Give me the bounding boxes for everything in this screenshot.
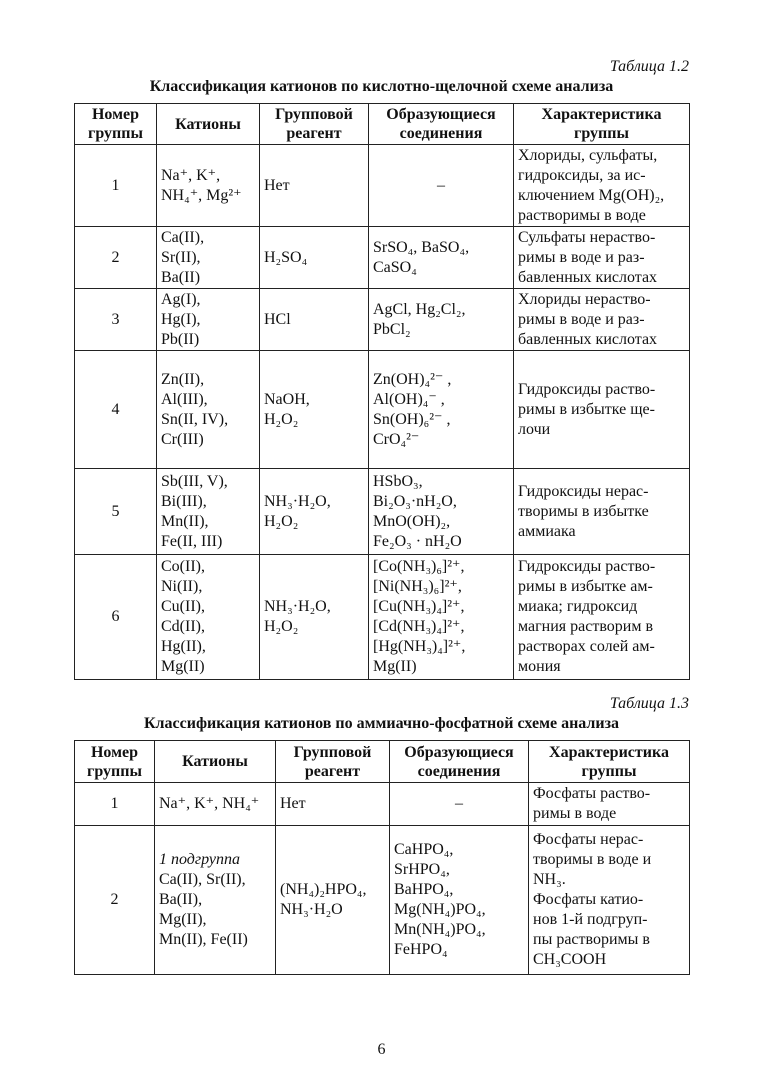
compound-line: [Ni(NH₃)₆]²⁺, — [373, 578, 462, 595]
characteristic-cell — [514, 555, 690, 680]
reagent-line: (NH₄)₂HPO₄, — [280, 881, 367, 898]
characteristic-line: Фосфаты катио- — [533, 891, 644, 908]
header-compounds: Образующиеся соединения — [390, 741, 529, 783]
group-number-cell — [75, 826, 155, 975]
characteristic-line: римы в воде и раз- — [518, 310, 645, 328]
header-group-number: Номер группы — [75, 741, 155, 783]
header-group-reagent: Групповой реагент — [260, 104, 369, 145]
header-group-number: Номер группы — [75, 104, 157, 145]
cations-cell — [157, 555, 260, 680]
table-title-1: Классификация катионов по кислотно-щелочной схеме анализа — [149, 78, 614, 95]
cation-line: Hg(II), — [161, 638, 206, 655]
characteristic-line: Фосфаты нерас- — [533, 831, 644, 848]
compound-line: BaHPO₄, — [394, 881, 454, 898]
compounds-cell — [390, 826, 529, 975]
reagent-cell — [260, 351, 369, 469]
compound-line: [Hg(NH₃)₄]²⁺, — [373, 638, 466, 655]
characteristic-line: пы растворимы в — [533, 931, 650, 948]
reagent-cell — [276, 826, 390, 975]
compounds-cell — [369, 351, 514, 469]
reagent-line: HCl — [264, 310, 291, 328]
group-number-cell — [75, 227, 157, 289]
cation-line: Cr(III) — [161, 430, 204, 448]
compounds-cell — [369, 469, 514, 555]
reagent-line: NH₃·H₂O, — [264, 492, 331, 510]
cation-line: Ca(II), Sr(II), — [159, 871, 246, 888]
compounds-cell — [369, 145, 514, 227]
group-number: 6 — [111, 608, 120, 625]
compound-line: Sn(OH)₆²⁻ , — [373, 410, 451, 428]
compound-line: HSbO₃, — [373, 472, 423, 490]
characteristic-line: мония — [518, 658, 561, 675]
characteristic-line: римы в избытке ам- — [518, 578, 653, 595]
compound-line: SrHPO₄, — [394, 861, 450, 878]
characteristic-line: Гидроксиды раство- — [518, 558, 656, 575]
cation-line: Cd(II), — [161, 618, 205, 635]
reagent-line: Нет — [264, 176, 290, 194]
group-number-cell — [75, 289, 157, 351]
characteristic-line: миака; гидроксид — [518, 598, 638, 615]
table-row — [75, 469, 690, 555]
table-row — [75, 826, 690, 975]
characteristic-line: Хлориды, сульфаты, — [518, 146, 658, 164]
characteristic-line: творимы в избытке — [518, 502, 649, 520]
characteristic-line: магния растворим в — [518, 618, 654, 635]
header-characteristic: Характеристика группы — [529, 741, 690, 783]
cation-line: Ag(I), — [161, 290, 201, 308]
compounds-cell — [369, 227, 514, 289]
cations-cell — [157, 351, 260, 469]
compound-line: Al(OH)₄⁻ , — [373, 390, 445, 408]
table-header-row — [75, 741, 690, 783]
group-number-cell — [75, 469, 157, 555]
cation-line: Al(III), — [161, 390, 208, 408]
table-row — [75, 289, 690, 351]
compounds-cell — [390, 783, 529, 826]
cation-line: Sb(III, V), — [161, 472, 228, 490]
table-row — [75, 227, 690, 289]
group-number: 5 — [111, 502, 120, 520]
cation-line: Mg(II) — [161, 658, 205, 675]
characteristic-line: лочи — [518, 420, 551, 438]
table-caption-1: Таблица 1.2 — [609, 58, 689, 75]
compound-line: Fe₂O₃ · nH₂O — [373, 532, 462, 550]
reagent-line: H₂O₂ — [264, 410, 299, 428]
compound-line: CaSO₄ — [373, 258, 417, 276]
characteristic-line: римы в воде — [533, 805, 617, 822]
compounds-cell — [369, 555, 514, 680]
compound-line: – — [455, 795, 463, 812]
cation-line: Ca(II), — [161, 228, 205, 246]
compound-line: CrO₄²⁻ — [373, 430, 420, 448]
characteristic-cell — [514, 145, 690, 227]
reagent-line: H₂O₂ — [264, 618, 299, 635]
characteristic-line: аммиака — [518, 522, 576, 540]
compound-line: SrSO₄, BaSO₄, — [373, 238, 470, 256]
characteristic-line: Фосфаты раство- — [533, 785, 651, 802]
characteristic-line: Хлориды нераство- — [518, 290, 651, 308]
reagent-cell — [260, 289, 369, 351]
cation-line: Mn(II), Fe(II) — [159, 931, 248, 948]
characteristic-line: Гидроксиды нерас- — [518, 482, 649, 500]
compound-line: CaHPO₄, — [394, 841, 454, 858]
compound-line: Zn(OH)₄²⁻ , — [373, 370, 452, 388]
group-number: 4 — [111, 400, 120, 418]
reagent-cell — [260, 227, 369, 289]
header-characteristic: Характеристика группы — [514, 104, 690, 145]
characteristic-cell — [514, 227, 690, 289]
cation-line: Fe(II, III) — [161, 532, 223, 550]
characteristic-line: растворимы в воде — [518, 206, 646, 224]
compound-line: [Cu(NH₃)₄]²⁺, — [373, 598, 465, 615]
cation-line: Mg(II), — [159, 911, 207, 928]
characteristic-line: ключением Mg(OH)₂, — [518, 186, 665, 204]
cation-line: Zn(II), — [161, 370, 205, 388]
header-cations: Катионы — [155, 741, 276, 783]
cations-cell — [155, 783, 276, 826]
reagent-line: NH₃·H₂O — [280, 901, 343, 918]
group-number: 3 — [111, 310, 120, 328]
cation-line: Co(II), — [161, 558, 205, 575]
header-group-reagent: Групповой реагент — [276, 741, 390, 783]
cations-cell — [157, 145, 260, 227]
group-number: 1 — [111, 176, 120, 194]
characteristic-line: гидроксиды, за ис- — [518, 166, 646, 184]
compound-line: Mg(NH₄)PO₄, — [394, 901, 486, 918]
reagent-line: H₂O₂ — [264, 512, 299, 530]
table-caption-2: Таблица 1.3 — [609, 695, 689, 712]
table-title-2: Классификация катионов по аммиачно-фосфатной схеме анализа — [143, 715, 620, 732]
characteristic-line: бавленных кислотах — [518, 330, 658, 348]
cation-table-ammonia-phosphate — [74, 740, 690, 975]
cation-line: Mn(II), — [161, 512, 209, 530]
group-number-cell — [75, 783, 155, 826]
reagent-line: H₂SO₄ — [264, 248, 308, 266]
characteristic-line: Сульфаты нераство- — [518, 228, 656, 246]
cation-table-acid-base — [74, 103, 690, 680]
characteristic-line: творимы в воде и — [533, 851, 652, 868]
compound-line: – — [437, 176, 445, 194]
cations-cell — [155, 826, 276, 975]
header-cations: Катионы — [157, 104, 260, 145]
compound-line: PbCl₂ — [373, 320, 411, 338]
compound-line: [Co(NH₃)₆]²⁺, — [373, 558, 465, 575]
cation-line: Cu(II), — [161, 598, 205, 615]
characteristic-line: нов 1-й подгруп- — [533, 911, 648, 928]
characteristic-line: CH₃COOH — [533, 951, 607, 968]
cations-cell — [157, 469, 260, 555]
characteristic-line: растворах солей ам- — [518, 638, 655, 655]
characteristic-line: римы в воде и раз- — [518, 248, 645, 266]
table-header-row — [75, 104, 690, 145]
group-number: 2 — [110, 891, 119, 908]
characteristic-line: римы в избытке ще- — [518, 400, 655, 418]
cation-line: Ba(II) — [161, 268, 201, 286]
group-number-cell — [75, 145, 157, 227]
cation-line: Ni(II), — [161, 578, 203, 595]
reagent-cell — [260, 145, 369, 227]
group-number: 2 — [111, 248, 120, 266]
header-compounds: Образующиеся соединения — [369, 104, 514, 145]
cations-cell — [157, 289, 260, 351]
reagent-cell — [260, 469, 369, 555]
compound-line: [Cd(NH₃)₄]²⁺, — [373, 618, 465, 635]
cation-line: Bi(III), — [161, 492, 207, 510]
subgroup-label: 1 подгруппа — [159, 851, 241, 868]
reagent-line: NaOH, — [264, 390, 310, 408]
reagent-line: NH₃·H₂O, — [264, 598, 331, 615]
compound-line: MnO(OH)₂, — [373, 512, 451, 530]
group-number: 1 — [110, 795, 119, 812]
cation-line: Pb(II) — [161, 330, 200, 348]
characteristic-cell — [529, 783, 690, 826]
characteristic-cell — [514, 469, 690, 555]
reagent-line: Нет — [280, 795, 306, 812]
group-number-cell — [75, 351, 157, 469]
table-row — [75, 783, 690, 826]
cation-line: Hg(I), — [161, 310, 201, 328]
cations-cell — [157, 227, 260, 289]
compound-line: FeHPO₄ — [394, 941, 448, 958]
cation-line: Sn(II, IV), — [161, 410, 229, 428]
reagent-cell — [260, 555, 369, 680]
group-number-cell — [75, 555, 157, 680]
characteristic-line: бавленных кислотах — [518, 268, 658, 286]
cation-line: Sr(II), — [161, 248, 201, 266]
characteristic-cell — [529, 826, 690, 975]
cation-line: Na⁺, K⁺, NH₄⁺ — [159, 795, 260, 812]
compound-line: Mg(II) — [373, 658, 417, 675]
cation-line: Na⁺, K⁺, — [161, 166, 221, 184]
characteristic-line: NH₃. — [533, 871, 566, 888]
compounds-cell — [369, 289, 514, 351]
characteristic-line: Гидроксиды раство- — [518, 380, 656, 398]
page-number: 6 — [377, 1041, 386, 1058]
compound-line: Bi₂O₃·nH₂O, — [373, 492, 457, 510]
cation-line: NH₄⁺, Mg²⁺ — [161, 186, 242, 204]
compound-line: AgCl, Hg₂Cl₂, — [373, 300, 466, 318]
compound-line: Mn(NH₄)PO₄, — [394, 921, 486, 938]
table-row — [75, 145, 690, 227]
table-row — [75, 555, 690, 680]
characteristic-cell — [514, 289, 690, 351]
reagent-cell — [276, 783, 390, 826]
table-row — [75, 351, 690, 469]
cation-line: Ba(II), — [159, 891, 203, 908]
characteristic-cell — [514, 351, 690, 469]
